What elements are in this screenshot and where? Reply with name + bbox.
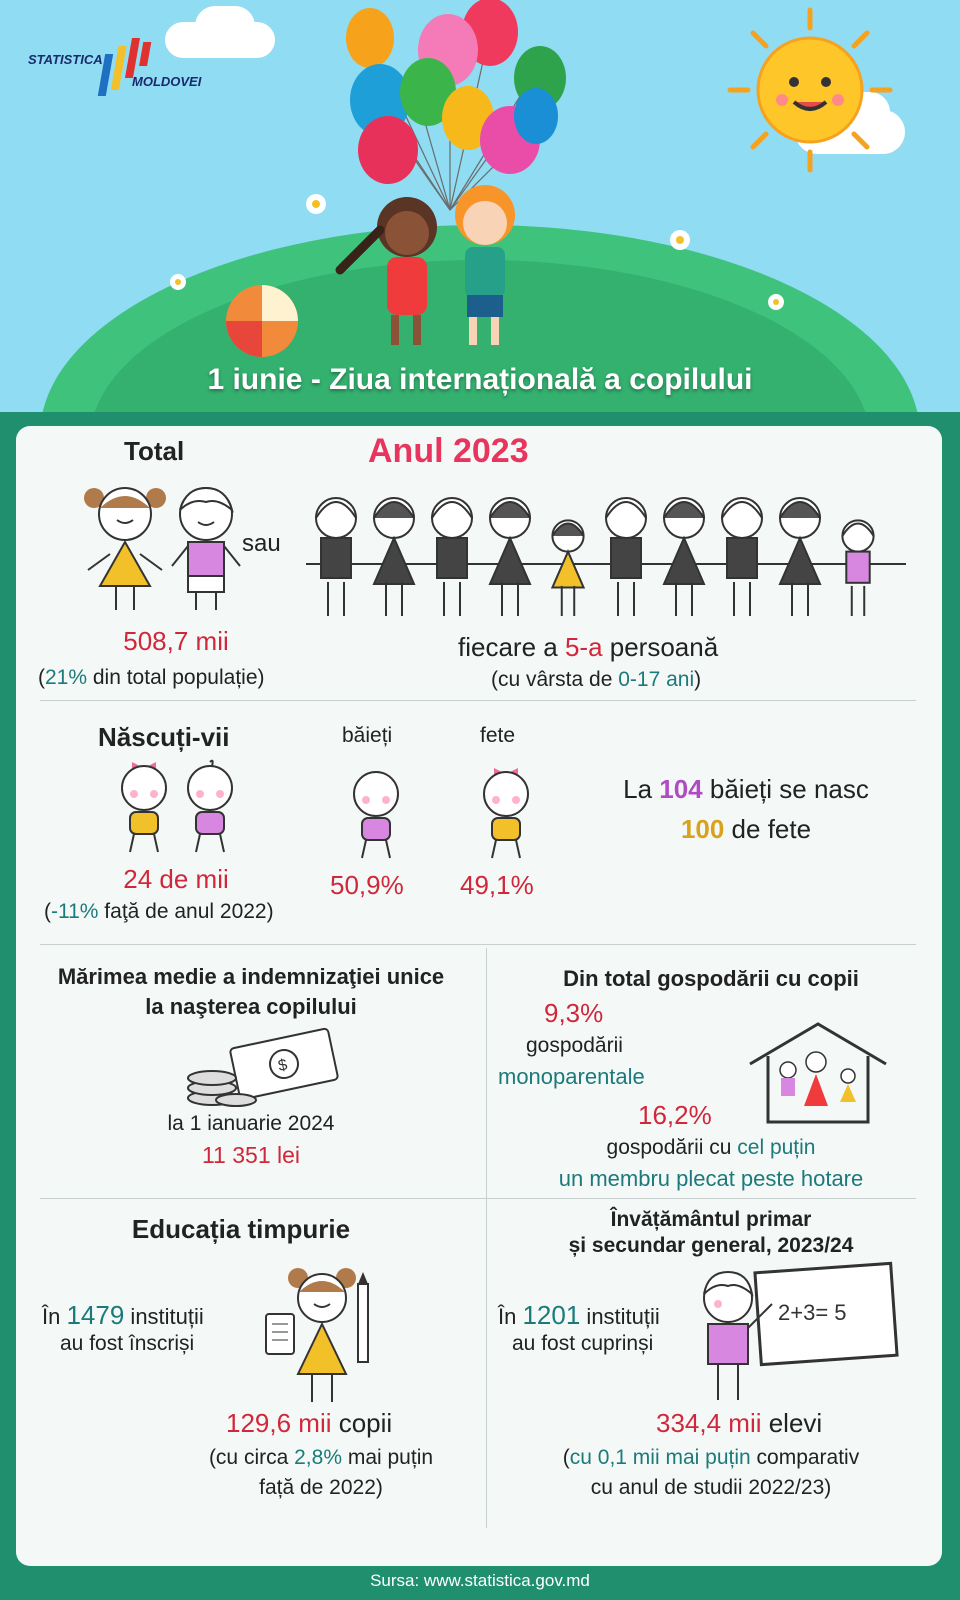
svg-text:$: $ bbox=[276, 1056, 289, 1076]
births-change: (-11% faţă de anul 2022) bbox=[44, 900, 274, 923]
early-note-line1: (cu circa 2,8% mai puțin bbox=[208, 1446, 434, 1469]
girls-pct: 49,1% bbox=[460, 870, 534, 900]
baby-boy-icon bbox=[344, 762, 408, 862]
allowance-heading-line2: la naşterea copilului bbox=[145, 994, 357, 1019]
abroad-label-line1: gospodării cu cel puțin bbox=[606, 1136, 816, 1159]
child-figure bbox=[664, 498, 704, 616]
school-inst-text: În 1201 instituții bbox=[498, 1300, 660, 1330]
total-value: 508,7 mii bbox=[123, 626, 229, 656]
child-figure bbox=[316, 498, 356, 616]
children-row-illustration bbox=[306, 476, 926, 626]
girls-label: fete bbox=[480, 724, 516, 747]
early-children-value: 129,6 mii copii bbox=[226, 1408, 393, 1438]
early-note-line2: față de 2022) bbox=[259, 1476, 383, 1499]
child-figure bbox=[722, 498, 762, 616]
baby-girl-icon bbox=[474, 762, 538, 862]
child-figure bbox=[552, 520, 583, 616]
child-figure bbox=[606, 498, 646, 616]
every-fifth-text: fiecare a 5-a persoană bbox=[458, 632, 719, 662]
child-figure bbox=[780, 498, 820, 616]
allowance-heading-line1: Mărimea medie a indemnizaţiei unice bbox=[57, 964, 445, 989]
school-note-line1: (cu 0,1 mii mai puțin comparativ bbox=[562, 1446, 860, 1469]
flower-icon bbox=[304, 192, 328, 216]
schoolgirl-icon bbox=[262, 1264, 382, 1406]
births-heading: Născuți-vii bbox=[98, 722, 230, 752]
school-inst-number: 1201 bbox=[522, 1300, 581, 1330]
baby-girl-icon bbox=[112, 756, 176, 856]
flower-icon bbox=[168, 272, 188, 292]
fifth-number: 5-a bbox=[564, 632, 603, 662]
schoolboy-board-icon bbox=[688, 1264, 898, 1406]
children-illustration bbox=[355, 175, 535, 360]
content-panel bbox=[16, 426, 942, 1566]
school-heading-line1: Învățământul primar bbox=[610, 1208, 812, 1231]
births-value: 24 de mii bbox=[123, 864, 229, 894]
girl-icon bbox=[80, 484, 170, 614]
flower-icon bbox=[766, 292, 786, 312]
abroad-highlight: cel puțin bbox=[737, 1136, 816, 1159]
school-note-line2: cu anul de studii 2022/23) bbox=[590, 1476, 832, 1499]
sun-icon bbox=[730, 10, 890, 170]
board-text: 2+3= 5 bbox=[778, 1300, 847, 1325]
hero-banner bbox=[0, 0, 960, 412]
early-inst-text: În 1479 instituții bbox=[42, 1300, 204, 1330]
flower-icon bbox=[668, 228, 692, 252]
ball-icon bbox=[224, 283, 300, 359]
monoparental-pct: 9,3% bbox=[544, 998, 604, 1028]
school-heading-line2: și secundar general, 2023/24 bbox=[568, 1234, 854, 1257]
monoparental-label-line1: gospodării bbox=[526, 1034, 623, 1057]
school-pupils-value: 334,4 mii elevi bbox=[656, 1408, 823, 1438]
age-range-value: 0-17 ani bbox=[618, 668, 695, 691]
boys-label: băieți bbox=[342, 724, 393, 747]
allowance-value: 11 351 lei bbox=[201, 1142, 301, 1168]
total-heading: Total bbox=[124, 436, 185, 466]
sau-label: sau bbox=[242, 530, 281, 557]
early-note-pct: 2,8% bbox=[294, 1446, 342, 1469]
ratio-boys-number: 104 bbox=[659, 774, 703, 804]
ratio-girls-number: 100 bbox=[680, 814, 725, 844]
year-heading: Anul 2023 bbox=[368, 432, 529, 470]
early-children-number: 129,6 mii bbox=[226, 1408, 332, 1438]
child-figure bbox=[432, 498, 472, 616]
abroad-pct: 16,2% bbox=[638, 1100, 712, 1130]
total-share-pct: 21% bbox=[45, 666, 88, 689]
boy-icon bbox=[166, 484, 246, 614]
households-heading: Din total gospodării cu copii bbox=[563, 966, 859, 991]
logo-stripes-icon bbox=[80, 38, 160, 102]
abroad-label-line2: un membru plecat peste hotare bbox=[558, 1166, 864, 1191]
allowance-date: la 1 ianuarie 2024 bbox=[167, 1112, 335, 1135]
age-range-text: (cu vârsta de 0-17 ani) bbox=[491, 668, 702, 691]
school-note-highlight: cu 0,1 mii mai puțin bbox=[569, 1446, 751, 1469]
births-change-pct: -11% bbox=[51, 900, 99, 923]
page-title: 1 iunie - Ziua internațională a copilului bbox=[207, 363, 753, 396]
early-enrolled-label: au fost înscriși bbox=[60, 1332, 195, 1355]
child-figure bbox=[374, 498, 414, 616]
school-covered-label: au fost cuprinși bbox=[512, 1332, 654, 1355]
child-figure bbox=[490, 498, 530, 616]
school-pupils-number: 334,4 mii bbox=[656, 1408, 762, 1438]
early-inst-number: 1479 bbox=[66, 1300, 125, 1330]
monoparental-label-line2: monoparentale bbox=[498, 1064, 645, 1089]
source-footer[interactable]: Sursa: www.statistica.gov.md bbox=[370, 1571, 590, 1590]
logo-text-line1: STATISTICA bbox=[28, 52, 103, 67]
early-education-heading: Educația timpurie bbox=[131, 1214, 351, 1244]
logo-text-line2: MOLDOVEI bbox=[132, 74, 202, 89]
total-share: (21% din total populație) bbox=[38, 666, 265, 689]
sex-ratio-line1: La 104 băieți se nasc bbox=[623, 774, 869, 804]
family-house-icon bbox=[748, 1022, 888, 1126]
boys-pct: 50,9% bbox=[330, 870, 404, 900]
sex-ratio-line2: 100 de fete bbox=[680, 814, 812, 844]
child-figure bbox=[842, 520, 873, 616]
money-icon bbox=[184, 1028, 344, 1108]
baby-boy-icon bbox=[178, 756, 242, 856]
